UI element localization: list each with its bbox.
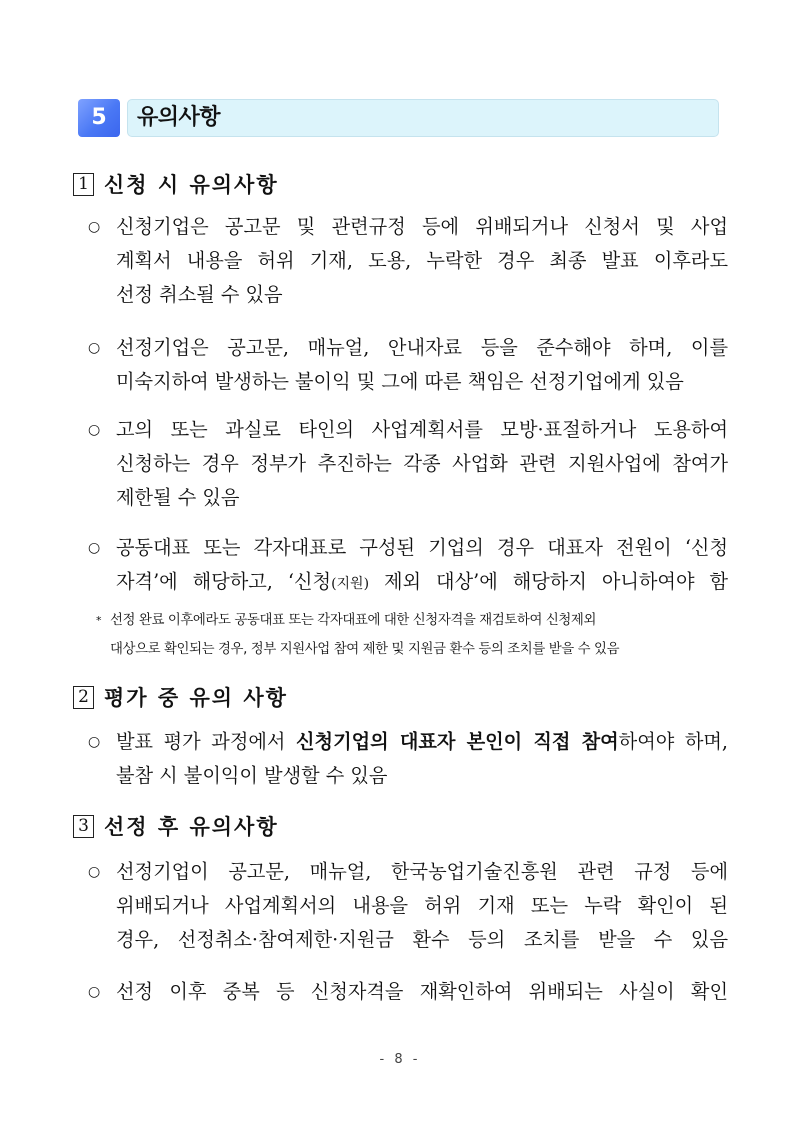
- circle-bullet-icon: ○: [88, 984, 101, 1000]
- bullet-line: 계획서 내용을 허위 기재, 도용, 누락한 경우 최종 발표 이후라도: [116, 249, 728, 272]
- bullet-line: 선정 취소될 수 있음: [116, 283, 283, 306]
- bullet-item: [88, 725, 728, 793]
- bullet-line: 선정기업이 공고문, 매뉴얼, 한국농업기술진흥원 관련 규정 등에: [116, 860, 728, 883]
- bullet-item: [88, 413, 728, 515]
- subsection-heading-1: [73, 170, 279, 198]
- subsection-heading-2: [73, 683, 288, 711]
- page-number: - 8 -: [379, 1052, 421, 1067]
- asterisk-marker: *: [96, 614, 102, 627]
- subsection-number-box: 1: [73, 173, 94, 196]
- footnote: [96, 606, 726, 664]
- circle-bullet-icon: ○: [88, 864, 101, 880]
- circle-bullet-icon: ○: [88, 422, 101, 438]
- subsection-title: 평가 중 유의 사항: [104, 685, 288, 710]
- emphasized-text: 신청기업의 대표자 본인이 직접 참여: [296, 730, 619, 753]
- bullet-line: 고의 또는 과실로 타인의 사업계획서를 모방·표절하거나 도용하여: [116, 418, 728, 441]
- bullet-line: 신청기업은 공고문 및 관련규정 등에 위배되거나 신청서 및 사업: [116, 215, 728, 238]
- bullet-line: 미숙지하여 발생하는 불이익 및 그에 따른 책임은 선정기업에게 있음: [116, 370, 684, 393]
- section-number-badge: 5: [78, 99, 120, 137]
- bullet-line: 위배되거나 사업계획서의 내용을 허위 기재 또는 누락 확인이 된: [116, 894, 728, 917]
- circle-bullet-icon: ○: [88, 340, 101, 356]
- bullet-line: 불참 시 불이익이 발생할 수 있음: [116, 764, 388, 787]
- bullet-line: 제한될 수 있음: [116, 486, 240, 509]
- circle-bullet-icon: ○: [88, 734, 101, 750]
- bullet-line: 경우, 선정취소·참여제한·지원금 환수 등의 조치를 받을 수 있음: [116, 928, 728, 951]
- circle-bullet-icon: ○: [88, 219, 101, 235]
- bullet-item: [88, 331, 728, 399]
- section-title: 유의사항: [137, 105, 221, 130]
- section-title-box: [127, 99, 719, 137]
- subsection-title: 선정 후 유의사항: [104, 814, 279, 839]
- bullet-line: 발표 평가 과정에서 신청기업의 대표자 본인이 직접 참여하여야 하며,: [116, 730, 729, 753]
- bullet-item: [88, 210, 728, 312]
- subsection-title: 신청 시 유의사항: [104, 172, 279, 197]
- footnote-line: 선정 완료 이후에라도 공동대표 또는 각자대표에 대한 신청자격을 재검토하여 신청제외: [110, 613, 596, 628]
- section-header: [78, 99, 719, 137]
- bullet-line: 신청하는 경우 정부가 추진하는 각종 사업화 관련 지원사업에 참여가: [116, 452, 728, 475]
- bullet-line: 자격’에 해당하고, ‘신청(지원) 제외 대상’에 해당하지 아니하여야 함: [116, 570, 729, 593]
- bullet-item: [88, 855, 728, 957]
- subsection-number-box: 3: [73, 815, 94, 838]
- footnote-line: 대상으로 확인되는 경우, 정부 지원사업 참여 제한 및 지원금 환수 등의 조치를 받을 수 있음: [110, 642, 620, 657]
- circle-bullet-icon: ○: [88, 540, 101, 556]
- subsection-heading-3: [73, 812, 279, 840]
- bullet-line: 공동대표 또는 각자대표로 구성된 기업의 경우 대표자 전원이 ‘신청: [116, 536, 728, 559]
- bullet-item: [88, 531, 728, 601]
- bullet-item: [88, 975, 728, 1009]
- bullet-line: 선정 이후 중복 등 신청자격을 재확인하여 위배되는 사실이 확인: [116, 980, 728, 1003]
- subsection-number-box: 2: [73, 686, 94, 709]
- bullet-line: 선정기업은 공고문, 매뉴얼, 안내자료 등을 준수해야 하며, 이를: [116, 336, 728, 359]
